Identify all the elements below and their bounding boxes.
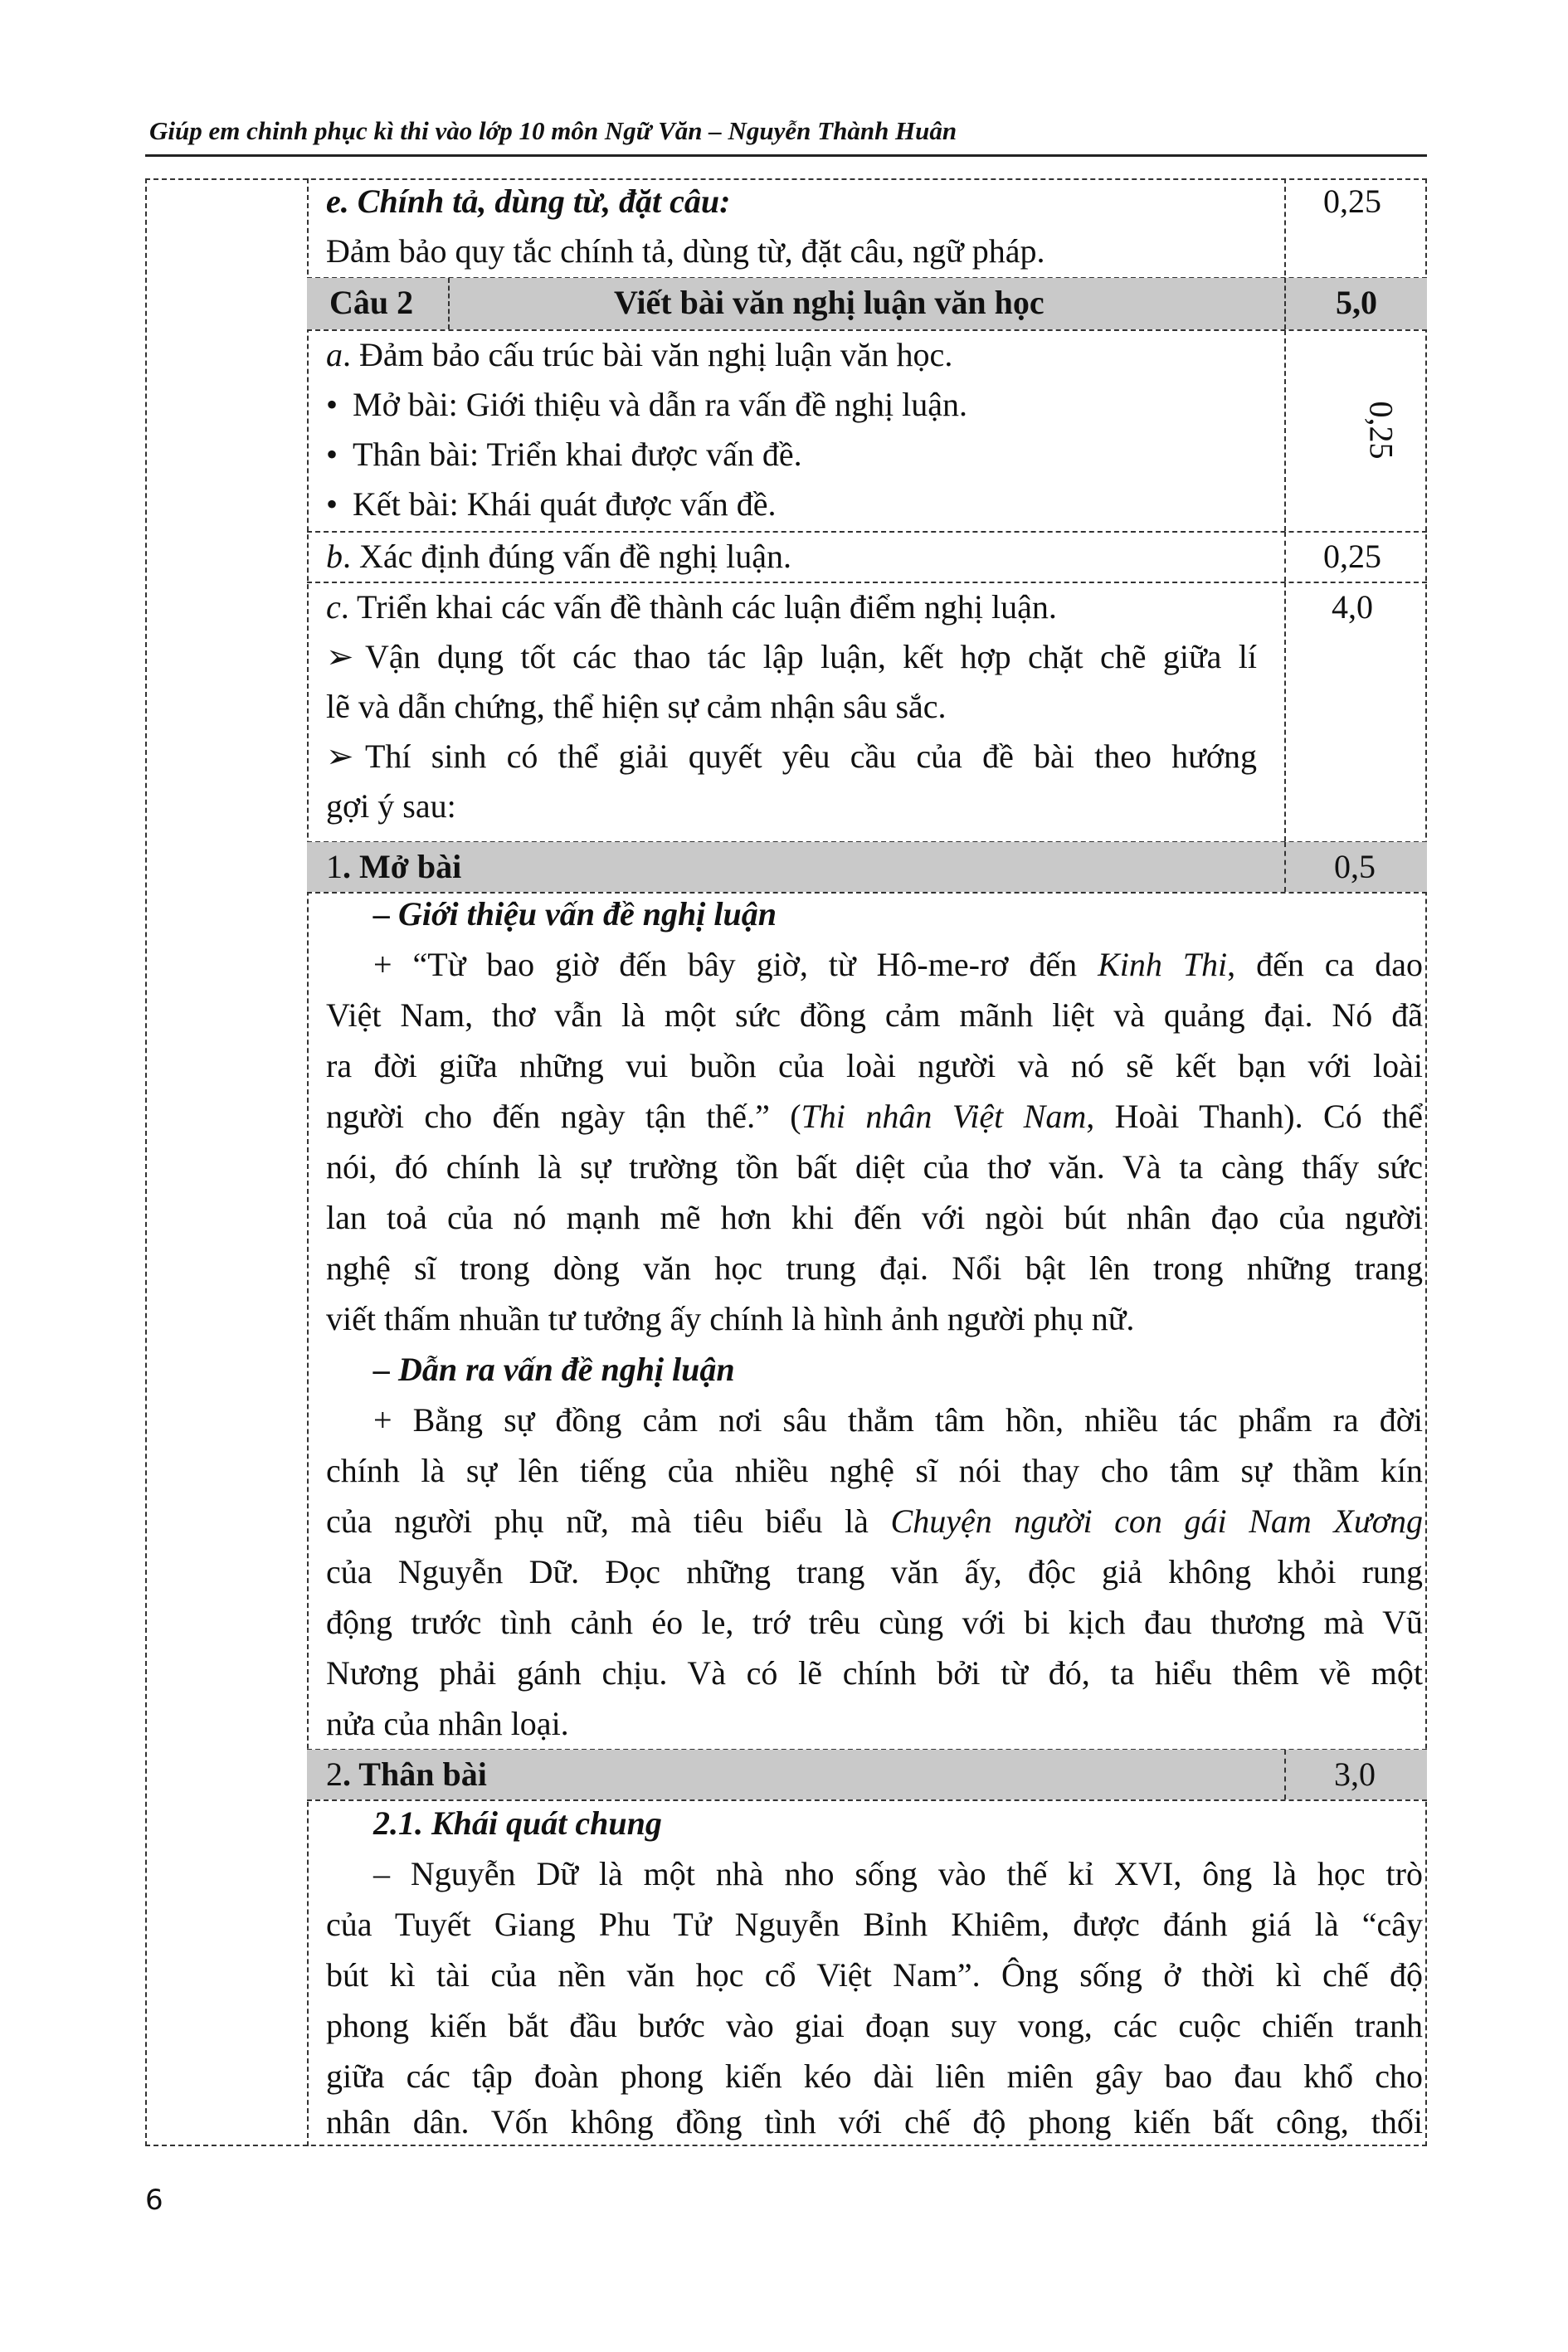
- mo-bai-p1-line3: ra đời giữa những vui buồn của loài người và nó sẽ kết bạn với loài: [326, 1047, 1423, 1084]
- row-a-score: 0,25: [1362, 401, 1400, 460]
- cau2-score: 5,0: [1336, 284, 1377, 321]
- than-bai-line3: bút kì tài của nền văn học cổ Việt Nam”. Ông sống ở thời kì chế độ: [326, 1956, 1423, 1994]
- mo-bai-heading-2: – Dẫn ra vấn đề nghị luận: [373, 1351, 735, 1388]
- mo-bai-p1-line7: nghệ sĩ trong dòng văn học trung đại. Nổi bật lên trong những trang: [326, 1249, 1423, 1287]
- row-c-score: 4,0: [1332, 588, 1373, 626]
- mo-bai-heading-1: – Giới thiệu vấn đề nghị luận: [373, 895, 777, 933]
- row-c-arrow1-line2: lẽ và dẫn chứng, thể hiện sự cảm nhận sâu sắc.: [326, 688, 947, 725]
- arrow-bullet-icon: ➢: [326, 738, 354, 775]
- row-mo-bai: [307, 842, 1427, 892]
- mo-bai-title: 1. Mở bài: [326, 848, 462, 885]
- than-bai-line5: giữa các tập đoàn phong kiến kéo dài liên miên gây bao đau khổ cho: [326, 2057, 1423, 2095]
- mo-bai-score: 0,5: [1334, 848, 1376, 885]
- row-c-arrow2-line1: Thí sinh có thể giải quyết yêu cầu của đề bài theo hướng: [365, 738, 1257, 775]
- row-a-label: a. Đảm bảo cấu trúc bài văn nghị luận văn học.: [326, 336, 953, 373]
- mo-bai-p2-line6: Nương phải gánh chịu. Và có lẽ chính bởi từ đó, ta hiểu thêm về một: [326, 1654, 1423, 1692]
- than-bai-line1: – Nguyễn Dữ là một nhà nho sống vào thế kỉ XVI, ông là học trò: [373, 1855, 1423, 1892]
- row-b-score: 0,25: [1323, 538, 1381, 575]
- row-e-score: 0,25: [1323, 183, 1381, 220]
- arrow-bullet-icon: ➢: [326, 638, 354, 675]
- than-bai-title: 2. Thân bài: [326, 1755, 487, 1793]
- cau2-title: Viết bài văn nghị luận văn học: [614, 284, 1045, 321]
- row-a-bullet-2: Thân bài: Triển khai được vấn đề.: [353, 436, 802, 473]
- than-bai-line2: của Tuyết Giang Phu Tử Nguyễn Bỉnh Khiêm, được đánh giá là “cây: [326, 1906, 1423, 1943]
- mo-bai-p2-line4: của Nguyễn Dữ. Đọc những trang văn ấy, độc giả không khỏi rung: [326, 1553, 1423, 1590]
- bullet-icon: •: [326, 436, 338, 473]
- bullet-icon: •: [326, 386, 338, 423]
- page-number: 6: [145, 2184, 163, 2217]
- than-bai-heading-1: 2.1. Khái quát chung: [373, 1804, 662, 1842]
- mo-bai-p1-line8: viết thấm nhuần tư tưởng ấy chính là hình ảnh người phụ nữ.: [326, 1300, 1135, 1337]
- than-bai-score: 3,0: [1334, 1755, 1376, 1793]
- row-a-bullet-3: Kết bài: Khái quát được vấn đề.: [353, 485, 777, 523]
- row-c-label: c. Triển khai các vấn đề thành các luận điểm nghị luận.: [326, 588, 1057, 626]
- mo-bai-p1-line1: + “Từ bao giờ đến bây giờ, từ Hô-me-rơ đến Kinh Thi, đến ca dao: [373, 946, 1424, 983]
- row-e-label: e. Chính tả, dùng từ, đặt câu:: [326, 183, 731, 220]
- header-title: Giúp em chinh phục kì thi vào lớp 10 môn Ngữ Văn – Nguyễn Thành Huân: [149, 116, 957, 145]
- mo-bai-p1-line2: Việt Nam, thơ vẫn là một sức đồng cảm mãnh liệt và quảng đại. Nó đã: [326, 996, 1423, 1034]
- than-bai-line6: nhân dân. Vốn không đồng tình với chế độ phong kiến bất công, thối: [326, 2103, 1423, 2140]
- row-b-label: b. Xác định đúng vấn đề nghị luận.: [326, 538, 791, 575]
- mo-bai-p2-line7: nửa của nhân loại.: [326, 1705, 569, 1742]
- mo-bai-p2-line2: chính là sự lên tiếng của nhiều nghệ sĩ nói thay cho tâm sự thầm kín: [326, 1452, 1423, 1489]
- mo-bai-p1-line5: nói, đó chính là sự trường tồn bất diệt của thơ văn. Và ta càng thấy sức: [326, 1148, 1423, 1186]
- mo-bai-p2-line1: + Bằng sự đồng cảm nơi sâu thẳm tâm hồn, nhiều tác phẩm ra đời: [373, 1401, 1423, 1439]
- than-bai-line4: phong kiến bắt đầu bước vào giai đoạn suy vong, các cuộc chiến tranh: [326, 2007, 1423, 2044]
- row-c-arrow1-line1: Vận dụng tốt các thao tác lập luận, kết hợp chặt chẽ giữa lí: [365, 638, 1257, 675]
- mo-bai-p1-line4: người cho đến ngày tận thế.” (Thi nhân Việt Nam, Hoài Thanh). Có thể: [326, 1098, 1424, 1135]
- running-header: [145, 114, 1427, 157]
- bullet-icon: •: [326, 485, 338, 523]
- mo-bai-p2-line5: động trước tình cảnh éo le, trớ trêu cùng với bi kịch đau thương mà Vũ: [326, 1604, 1423, 1641]
- row-e-text: Đảm bảo quy tắc chính tả, dùng từ, đặt câu, ngữ pháp.: [326, 232, 1045, 270]
- row-a-bullet-1: Mở bài: Giới thiệu và dẫn ra vấn đề nghị luận.: [353, 386, 968, 423]
- mo-bai-p1-line6: lan toả của nó mạnh mẽ hơn khi đến với ngòi bút nhân đạo của người: [326, 1199, 1423, 1236]
- row-c-arrow2-line2: gợi ý sau:: [326, 787, 456, 825]
- mo-bai-p2-line3: của người phụ nữ, mà tiêu biểu là Chuyện người con gái Nam Xương: [326, 1502, 1424, 1540]
- cau2-label: Câu 2: [329, 284, 414, 321]
